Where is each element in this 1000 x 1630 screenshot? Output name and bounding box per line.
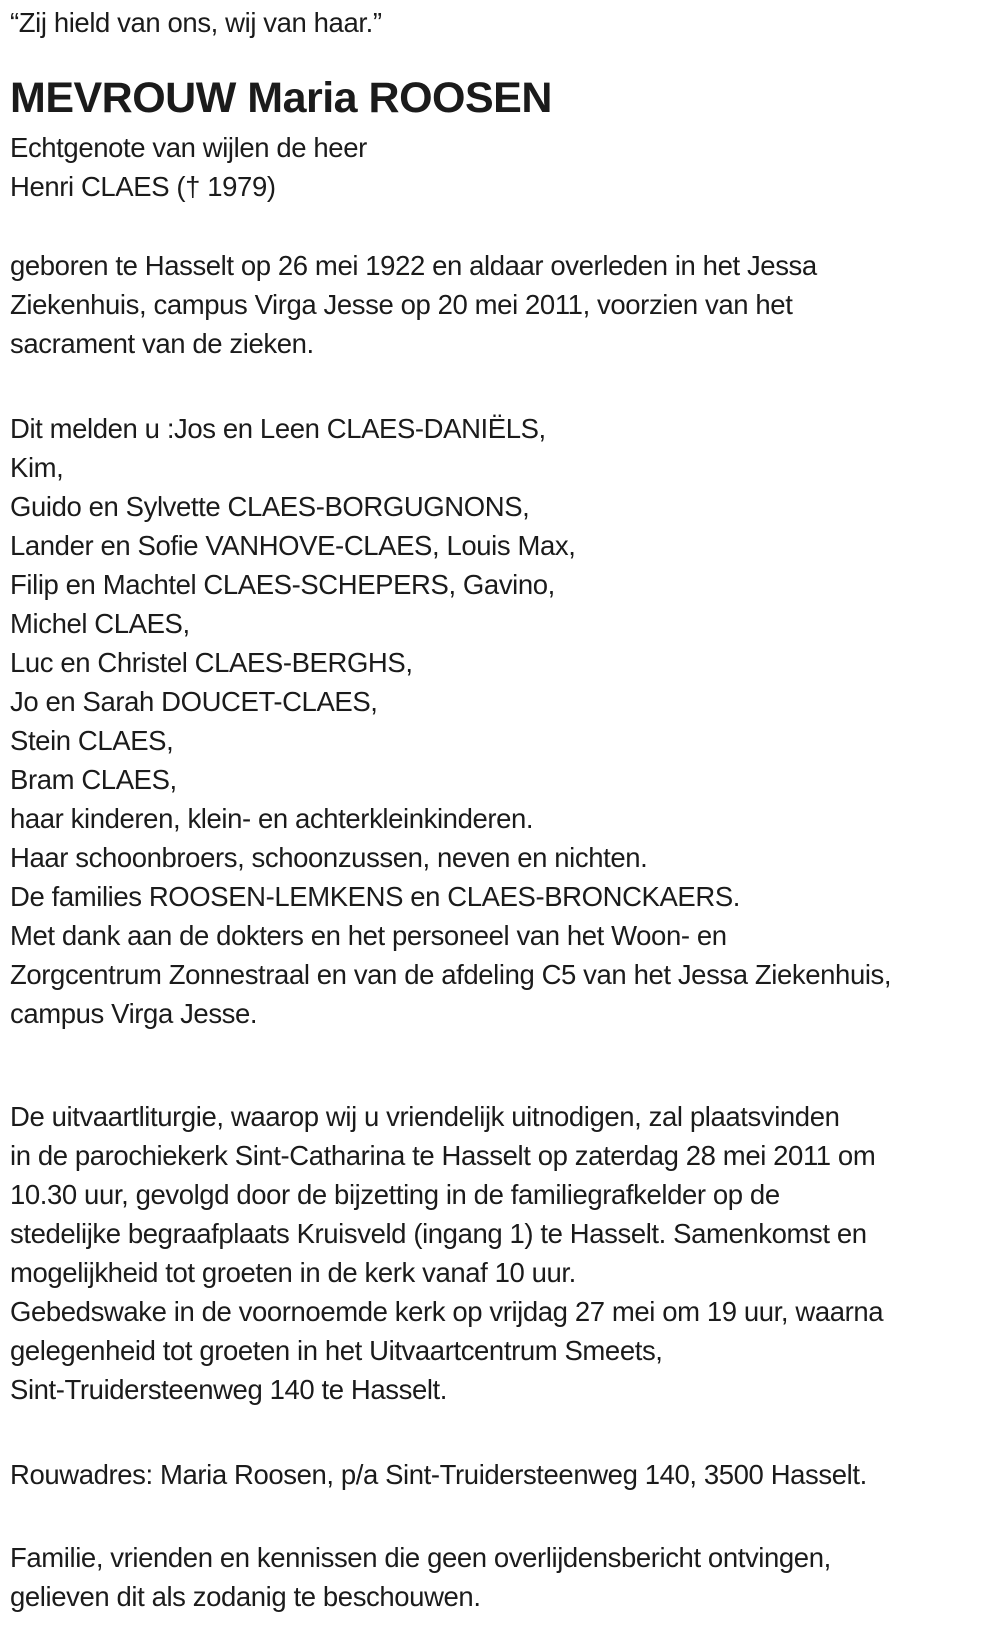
funeral-line: 10.30 uur, gevolgd door de bijzetting in de familiegrafkelder op de: [10, 1179, 780, 1210]
announcement-line: Haar schoonbroers, schoonzussen, neven en nichten.: [10, 842, 648, 873]
announcement-line: Guido en Sylvette CLAES-BORGUGNONS,: [10, 491, 530, 522]
spouse-intro-line: Echtgenote van wijlen de heer: [10, 132, 367, 163]
funeral-line: mogelijkheid tot groeten in de kerk vanaf 10 uur.: [10, 1257, 576, 1288]
closing-line: gelieven dit als zodanig te beschouwen.: [10, 1581, 481, 1612]
announcement-line: Kim,: [10, 452, 64, 483]
deceased-name-title: MEVROUW Maria ROOSEN: [10, 74, 552, 122]
announcement-line: Jo en Sarah DOUCET-CLAES,: [10, 686, 378, 717]
closing-line: Familie, vrienden en kennissen die geen overlijdensbericht ontvingen,: [10, 1542, 831, 1573]
announcement-line: Lander en Sofie VANHOVE-CLAES, Louis Max,: [10, 530, 576, 561]
birth-death-line: sacrament van de zieken.: [10, 328, 314, 359]
birth-death-paragraph: [10, 246, 994, 363]
closing-note-paragraph: [10, 1538, 994, 1616]
mourning-address-line: Rouwadres: Maria Roosen, p/a Sint-Truidersteenweg 140, 3500 Hasselt.: [10, 1459, 867, 1490]
mourning-address-paragraph: [10, 1455, 994, 1494]
announcement-line: haar kinderen, klein- en achterkleinkinderen.: [10, 803, 534, 834]
spouse-name-line: Henri CLAES († 1979): [10, 171, 276, 202]
announcement-line: campus Virga Jesse.: [10, 998, 258, 1029]
announcement-line: Michel CLAES,: [10, 608, 190, 639]
announcement-line: De families ROOSEN-LEMKENS en CLAES-BRONCKAERS.: [10, 881, 741, 912]
funeral-line: stedelijke begraafplaats Kruisveld (ingang 1) te Hasselt. Samenkomst en: [10, 1218, 867, 1249]
announcement-line: Luc en Christel CLAES-BERGHS,: [10, 647, 413, 678]
announcement-line: Stein CLAES,: [10, 725, 174, 756]
announcement-line: Zorgcentrum Zonnestraal en van de afdeling C5 van het Jessa Ziekenhuis,: [10, 959, 892, 990]
birth-death-line: Ziekenhuis, campus Virga Jesse op 20 mei 2011, voorzien van het: [10, 289, 793, 320]
funeral-line: Gebedswake in de voornoemde kerk op vrijdag 27 mei om 19 uur, waarna: [10, 1296, 884, 1327]
memorial-quote: “Zij hield van ons, wij van haar.”: [10, 7, 382, 38]
announcement-line: Filip en Machtel CLAES-SCHEPERS, Gavino,: [10, 569, 555, 600]
announcement-line: Met dank aan de dokters en het personeel van het Woon- en: [10, 920, 727, 951]
funeral-line: Sint-Truidersteenweg 140 te Hasselt.: [10, 1374, 448, 1405]
announcement-line: Bram CLAES,: [10, 764, 177, 795]
spouse-block: [10, 128, 994, 206]
announcement-line: Dit melden u :Jos en Leen CLAES-DANIËLS,: [10, 413, 546, 444]
funeral-line: De uitvaartliturgie, waarop wij u vriendelijk uitnodigen, zal plaatsvinden: [10, 1101, 840, 1132]
family-announcement-paragraph: [10, 409, 994, 1033]
funeral-details-paragraph: [10, 1097, 994, 1409]
funeral-line: in de parochiekerk Sint-Catharina te Hasselt op zaterdag 28 mei 2011 om: [10, 1140, 876, 1171]
funeral-line: gelegenheid tot groeten in het Uitvaartcentrum Smeets,: [10, 1335, 663, 1366]
birth-death-line: geboren te Hasselt op 26 mei 1922 en aldaar overleden in het Jessa: [10, 250, 817, 281]
